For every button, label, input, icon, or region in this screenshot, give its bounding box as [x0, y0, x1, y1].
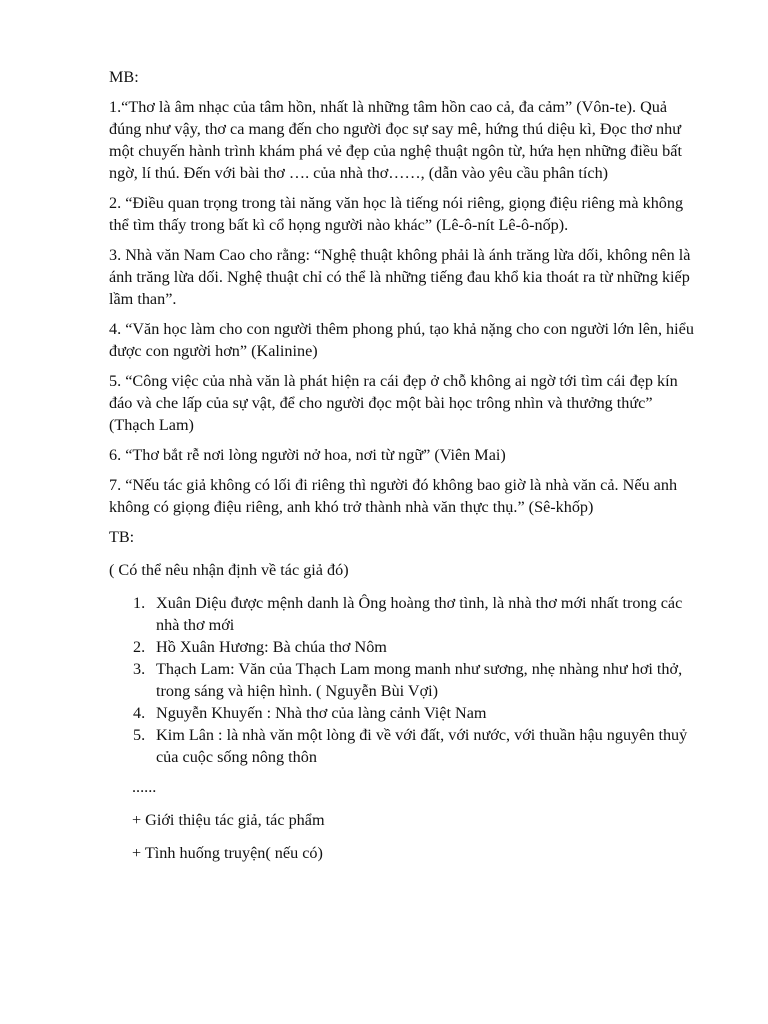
quote-5: 5. “Công việc của nhà văn là phát hiện ra cái đẹp ở chỗ không ai ngờ tới tìm cái đẹp kín đáo và che lấp của sự vật, để cho người đọc một bài học trông nhìn và thưởng thức” (Thạch Lam) — [109, 372, 678, 434]
list-text: Nguyễn Khuyến : Nhà thơ của làng cảnh Việt Nam — [156, 704, 487, 722]
quote-6: 6. “Thơ bắt rễ nơi lòng người nở hoa, nơi từ ngữ” (Viên Mai) — [109, 446, 506, 464]
list-number: 2. — [133, 638, 146, 656]
ellipsis: ...... — [132, 778, 157, 796]
quote-7: 7. “Nếu tác giả không có lối đi riêng thì người đó không bao giờ là nhà văn cả. Nếu anh không có giọng điệu riêng, anh khó trở thành nhà văn thực thụ.” (Sê-khốp) — [109, 476, 678, 516]
list-text: Xuân Diệu được mệnh danh là Ông hoàng thơ tình, là nhà thơ mới nhất trong các nhà thơ mới — [156, 594, 683, 634]
list-number: 1. — [133, 594, 146, 612]
list-number: 3. — [133, 660, 146, 678]
heading-mb: MB: — [109, 68, 139, 86]
list-text: Hồ Xuân Hương: Bà chúa thơ Nôm — [156, 638, 387, 656]
bullet-situation: + Tình huống truyện( nếu có) — [132, 844, 323, 862]
quote-2: 2. “Điều quan trọng trong tài năng văn học là tiếng nói riêng, giọng điệu riêng mà không thể tìm thấy trong bất kì cổ họng người nào khác” (Lê-ô-nít Lê-ô-nốp). — [109, 194, 684, 234]
authors-list — [109, 592, 695, 768]
list-number: 5. — [133, 726, 146, 744]
list-item — [109, 636, 695, 658]
list-item — [109, 658, 695, 702]
bullet-intro: + Giới thiệu tác giả, tác phẩm — [132, 811, 325, 829]
list-text: Kim Lân : là nhà văn một lòng đi về với đất, với nước, với thuần hậu nguyên thuỷ của cuộc sống nông thôn — [156, 726, 688, 766]
quote-3: 3. Nhà văn Nam Cao cho rằng: “Nghệ thuật không phải là ánh trăng lừa dối, không nên là ánh trăng lừa dối. Nghệ thuật chỉ có thể là những tiếng đau khổ kia thoát ra từ những kiếp lầm than”. — [109, 246, 691, 308]
list-item — [109, 724, 695, 768]
quote-1: 1.“Thơ là âm nhạc của tâm hồn, nhất là những tâm hồn cao cả, đa cảm” (Vôn-te). Quả đúng như vậy, thơ ca mang đến cho người đọc sự say mê, hứng thú diệu kì, Đọc thơ như một chuyến hành trình khám phá vẻ đẹp của nghệ thuật ngôn từ, hứa hẹn những điều bất ngờ, lí thú. Đến với bài thơ …. của nhà thơ……, (dẫn vào yêu cầu phân tích) — [109, 98, 682, 182]
quote-4: 4. “Văn học làm cho con người thêm phong phú, tạo khả nặng cho con người lớn lên, hiểu được con người hơn” (Kalinine) — [109, 320, 694, 360]
list-item — [109, 702, 695, 724]
tb-note: ( Có thể nêu nhận định về tác giả đó) — [109, 561, 349, 579]
list-number: 4. — [133, 704, 146, 722]
document-page — [109, 66, 695, 875]
list-text: Thạch Lam: Văn của Thạch Lam mong manh như sương, nhẹ nhàng như hơi thở, trong sáng và hiện hình. ( Nguyễn Bùi Vợi) — [156, 660, 683, 700]
heading-tb: TB: — [109, 528, 135, 546]
list-item — [109, 592, 695, 636]
